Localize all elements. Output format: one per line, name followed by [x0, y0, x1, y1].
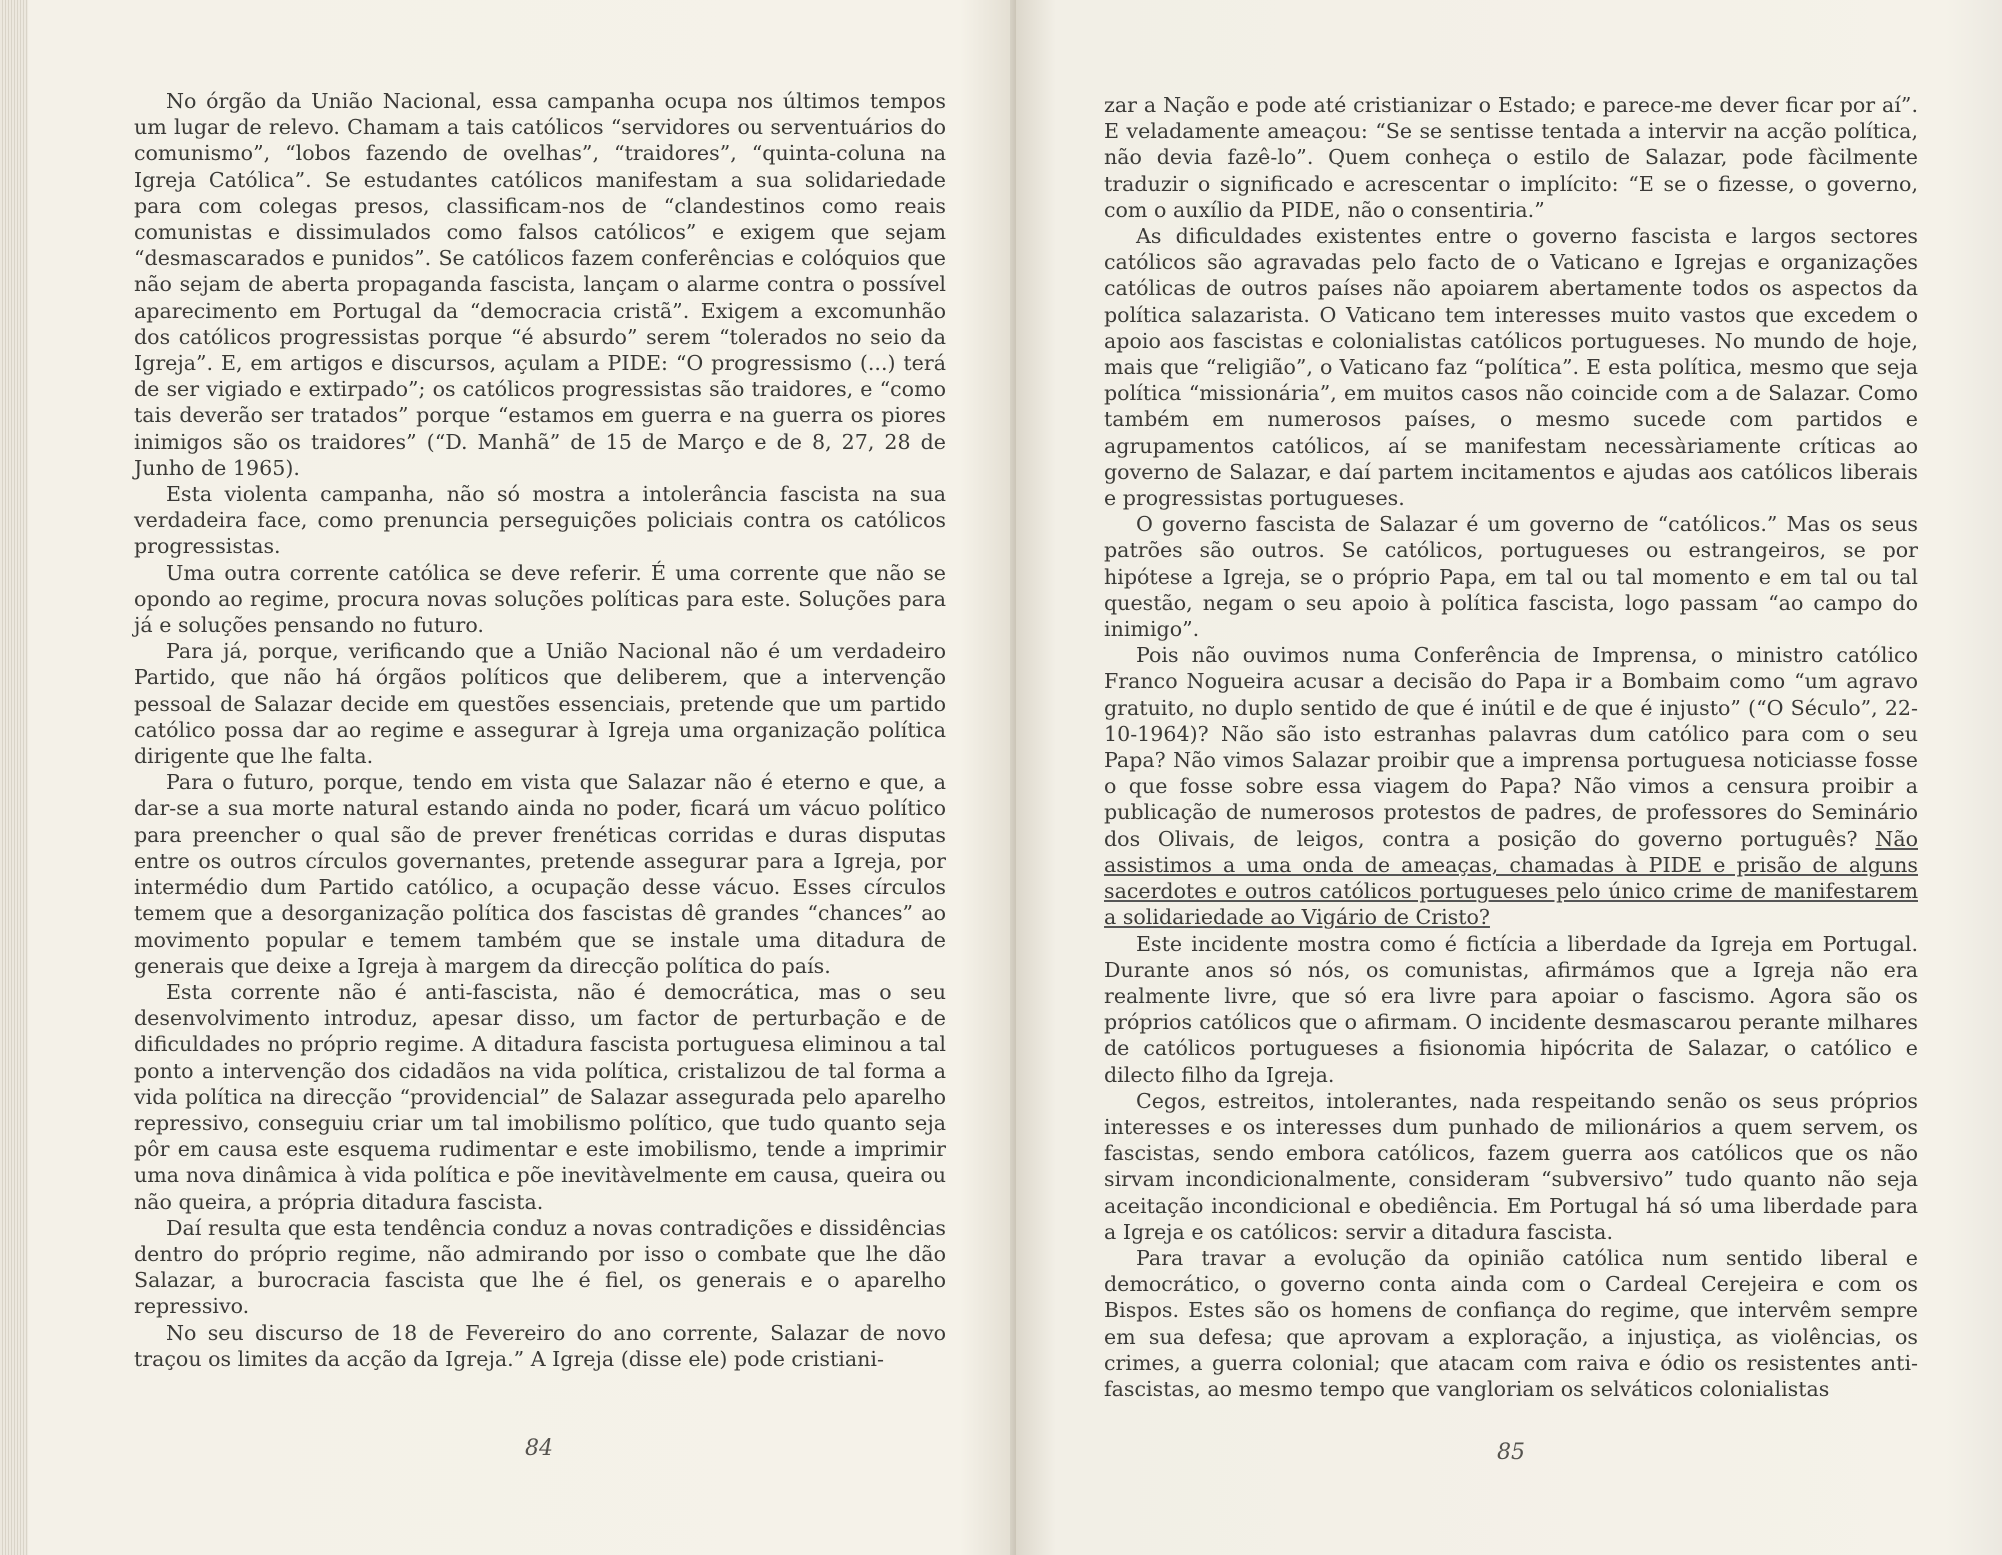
paragraph: As dificuldades existentes entre o governo fascista e largos sectores católicos são agravadas pelo facto de o Vaticano e Igrejas e organizações católicas de outros países não apoiarem abertamente todos os aspectos da política salazarista. O Vaticano tem interesses muito vastos que excedem o apoio aos fascistas e colonialistas católicos portugueses. No mundo de hoje, mais que “religião”, o Vaticano faz “política”. E esta política, mesmo que seja política “missionária”, em muitos casos não coincide com a de Salazar. Como também em numerosos países, o mesmo sucede com partidos e agrupamentos católicos, aí se manifestam necessàriamente críticas ao governo de Salazar, e daí partem incitamentos e ajudas aos católicos liberais e progressistas portugueses. [1104, 224, 1918, 511]
paragraph-text: Pois não ouvimos numa Conferência de Imprensa, o ministro católico Franco Nogueira acusar a decisão do Papa ir a Bombaim como “um agravo gratuito, no duplo sentido de que é inútil e de que é injusto” (“O Século”, 22-10-1964)? Não são isto estranhas palavras dum católico para com o seu Papa? Não vimos Salazar proibir que a imprensa portuguesa noticiasse fosse o que fosse sobre essa viagem do Papa? Não vimos a censura proibir a publicação de numerosos protestos de padres, de professores do Seminário dos Olivais, de leigos, contra a posição do governo português? [1104, 643, 1918, 851]
paragraph: Esta violenta campanha, não só mostra a intolerância fascista na sua verdadeira face, como prenuncia perseguições policiais contra os católicos progressistas. [134, 482, 946, 559]
paragraph: Para travar a evolução da opinião católica num sentido liberal e democrático, o governo conta ainda com o Cardeal Cerejeira e com os Bispos. Estes são os homens de confiança do regime, que intervêm sempre em sua defesa; que aprovam a exploração, a injustiça, as violências, os crimes, a guerra colonial; que atacam com raiva e ódio os resistentes anti-fascistas, ao mesmo tempo que vangloriam os selváticos colonialistas [1104, 1245, 1918, 1401]
page-number-right: 85 [1497, 1440, 1525, 1465]
right-page [1016, 0, 2002, 1555]
paragraph: Esta corrente não é anti-fascista, não é democrática, mas o seu desenvolvimento introduz, apesar disso, um factor de perturbação e de dificuldades no próprio regime. A ditadura fascista portuguesa eliminou a tal ponto a intervenção dos cidadãos na vida política, cristalizou de tal forma a vida política na direcção “providencial” de Salazar assegurada pelo aparelho repressivo, conseguiu criar um tal imobilismo político, que tudo quanto seja pôr em causa este esquema rudimentar e este imobilismo, tende a imprimir uma nova dinâmica à vida política e põe inevitàvelmente em causa, queira ou não queira, a própria ditadura fascista. [134, 979, 946, 1214]
underlined-passage: Não assistimos a uma onda de ameaças, chamadas à PIDE e prisão de alguns sacerdotes e outros católicos portugueses pelo único crime de manifestarem a solidariedade ao Vigário de Cristo? [1104, 826, 1918, 930]
paragraph-nogueira [1104, 642, 1918, 930]
page-number-left: 84 [525, 1436, 553, 1461]
paragraph: Para já, porque, verificando que a União Nacional não é um verdadeiro Partido, que não há órgãos políticos que deliberem, que a intervenção pessoal de Salazar decide em questões essenciais, pretende que um partido católico possa dar ao regime e assegurar à Igreja uma organização política dirigente que lhe falta. [134, 639, 946, 769]
paragraph: Uma outra corrente católica se deve referir. É uma corrente que não se opondo ao regime, procura novas soluções políticas para este. Soluções para já e soluções pensando no futuro. [134, 560, 946, 638]
page-edges [0, 0, 28, 1555]
left-page-text [134, 88, 946, 1372]
paragraph: No órgão da União Nacional, essa campanha ocupa nos últimos tempos um lugar de relevo. Chamam a tais católicos “servidores ou serventuários do comunismo”, “lobos fazendo de ovelhas”, “traidores”, “quinta-coluna na Igreja Católica”. Se estudantes católicos manifestam a sua solidariedade para com colegas presos, classificam-nos de “clandestinos como reais comunistas e dissimulados como falsos católicos” e exigem que sejam “desmascarados e punidos”. Se católicos fazem conferências e colóquios que não sejam de aberta propaganda fascista, lançam o alarme contra o possível aparecimento em Portugal da “democracia cristã”. Exigem a excomunhão dos católicos progressistas porque “é absurdo” serem “tolerados no seio da Igreja”. E, em artigos e discursos, açulam a PIDE: “O progressismo (...) terá de ser vigiado e extirpado”; os católicos progressistas são traidores, e “como tais deverão ser tratados” porque “estamos em guerra e na guerra os piores inimigos são os traidores” (“D. Manhã” de 15 de Março e de 8, 27, 28 de Junho de 1965). [134, 89, 946, 480]
paragraph: Daí resulta que esta tendência conduz a novas contradições e dissidências dentro do próprio regime, não admirando por isso o combate que lhe dão Salazar, a burocracia fascista que lhe é fiel, os generais e o aparelho repressivo. [134, 1215, 946, 1319]
paragraph: O governo fascista de Salazar é um governo de “católicos.” Mas os seus patrões são outros. Se católicos, portugueses ou estrangeiros, se por hipótese a Igreja, se o próprio Papa, em tal ou tal momento e em tal ou tal questão, negam o seu apoio à política fascista, logo passam “ao campo do inimigo”. [1104, 512, 1918, 642]
right-page-text [1104, 92, 1918, 1402]
paragraph-continuation: zar a Nação e pode até cristianizar o Estado; e parece-me dever ficar por aí”. E veladamente ameaçou: “Se se sentisse tentada a intervir na acção política, não devia fazê-lo”. Quem conheça o estilo de Salazar, pode fàcilmente traduzir o significado e acrescentar o implícito: “E se o fizesse, o governo, com o auxílio da PIDE, não o consentiria.” [1104, 93, 1918, 222]
paragraph: Este incidente mostra como é fictícia a liberdade da Igreja em Portugal. Durante anos só nós, os comunistas, afirmámos que a Igreja não era realmente livre, que só era livre para apoiar o fascismo. Agora são os próprios católicos que o afirmam. O incidente desmascarou perante milhares de católicos portugueses a fisionomia hipócrita de Salazar, o católico e dilecto filho da Igreja. [1104, 931, 1918, 1087]
paragraph: Cegos, estreitos, intolerantes, nada respeitando senão os seus próprios interesses e os interesses dum punhado de milionários a quem servem, os fascistas, sendo embora católicos, fazem guerra aos católicos que os não sirvam incondicionalmente, consideram “subversivo” tudo quanto não seja aceitação incondicional e obediência. Em Portugal há só uma liberdade para a Igreja e os católicos: servir a ditadura fascista. [1104, 1088, 1918, 1244]
paragraph: No seu discurso de 18 de Fevereiro do ano corrente, Salazar de novo traçou os limites da acção da Igreja.” A Igreja (disse ele) pode cristiani- [134, 1320, 946, 1371]
paragraph: Para o futuro, porque, tendo em vista que Salazar não é eterno e que, a dar-se a sua morte natural estando ainda no poder, ficará um vácuo político para preencher o qual são de prever frenéticas corridas e duras disputas entre os outros círculos governantes, pretende assegurar para a Igreja, por intermédio dum Partido católico, a ocupação desse vácuo. Esses círculos temem que a desorganização política dos fascistas dê grandes “chances” ao movimento popular e temem também que se instale uma ditadura de generais que deixe a Igreja à margem da direcção política do país. [134, 770, 946, 978]
